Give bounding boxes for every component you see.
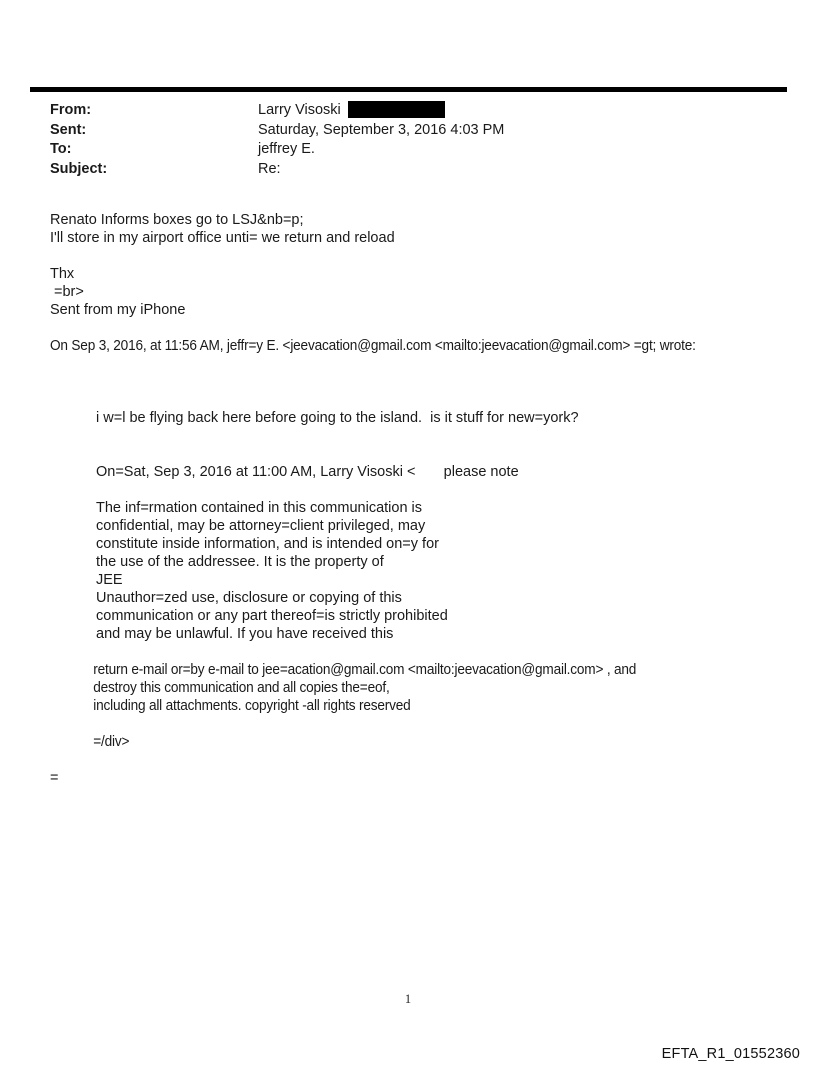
page-number: 1 <box>404 992 412 1006</box>
body-line: return e-mail or=by e-mail to jee=acation@gmail.com <mailto:jeevacation@gmail.com> , and <box>93 662 637 678</box>
body-line: and may be unlawful. If you have received this <box>96 626 394 642</box>
body-blank-line <box>50 427 790 445</box>
header-row <box>50 140 766 160</box>
body-blank-line <box>50 751 790 769</box>
body-line: the use of the addressee. It is the property of <box>96 554 384 570</box>
body-line: Unauthor=zed use, disclosure or copying of this <box>96 590 402 606</box>
body-line: = <box>50 770 59 786</box>
body-line: =br> <box>50 284 84 300</box>
body-line: =/div> <box>93 734 130 750</box>
body-line: Sent from my iPhone <box>50 302 186 318</box>
header-value: Re: <box>258 160 281 177</box>
header-label: To: <box>50 141 72 157</box>
body-blank-line <box>50 445 790 463</box>
body-line: destroy this communication and all copies the=eof, <box>93 680 390 696</box>
body-blank-line <box>50 373 790 391</box>
header-row <box>50 121 766 141</box>
email-header-block <box>50 101 766 179</box>
email-body <box>50 211 790 787</box>
body-line: On Sep 3, 2016, at 11:56 AM, jeffr=y E. <jeevacation@gmail.com <mailto:jeevacation@gmail.com> =gt; wrote: <box>50 338 696 354</box>
body-blank-line <box>50 391 790 409</box>
header-value: Saturday, September 3, 2016 4:03 PM <box>258 121 505 138</box>
body-line: On=Sat, Sep 3, 2016 at 11:00 AM, Larry Visoski < please note <box>96 464 519 480</box>
header-label: Sent: <box>50 121 87 138</box>
body-line: confidential, may be attorney=client privileged, may <box>96 518 426 534</box>
body-line: I'll store in my airport office unti= we return and reload <box>50 230 395 246</box>
header-value: jeffrey E. <box>258 141 315 157</box>
header-row <box>50 101 766 121</box>
body-blank-line <box>50 715 790 733</box>
header-label: From: <box>50 102 92 118</box>
header-divider-rule <box>30 87 787 92</box>
body-blank-line <box>50 643 790 661</box>
body-line: Thx <box>50 266 75 282</box>
body-blank-line <box>50 481 790 499</box>
body-line: i w=l be flying back here before going to the island. is it stuff for new=york? <box>96 410 579 426</box>
body-blank-line <box>50 319 790 337</box>
header-label: Subject: <box>50 160 108 177</box>
redaction-box <box>348 101 445 118</box>
body-line: Renato Informs boxes go to LSJ&nb=p; <box>50 212 304 228</box>
header-value: Larry Visoski <box>258 102 345 118</box>
bates-number: EFTA_R1_01552360 <box>661 1046 800 1062</box>
body-blank-line <box>50 355 790 373</box>
body-blank-line <box>50 247 790 265</box>
header-row <box>50 160 766 180</box>
body-line: constitute inside information, and is intended on=y for <box>96 536 439 552</box>
body-line: including all attachments. copyright -all rights reserved <box>93 698 411 714</box>
body-line: communication or any part thereof=is strictly prohibited <box>96 608 448 624</box>
body-line: The inf=rmation contained in this communication is <box>96 500 423 516</box>
body-line: JEE <box>96 572 123 588</box>
